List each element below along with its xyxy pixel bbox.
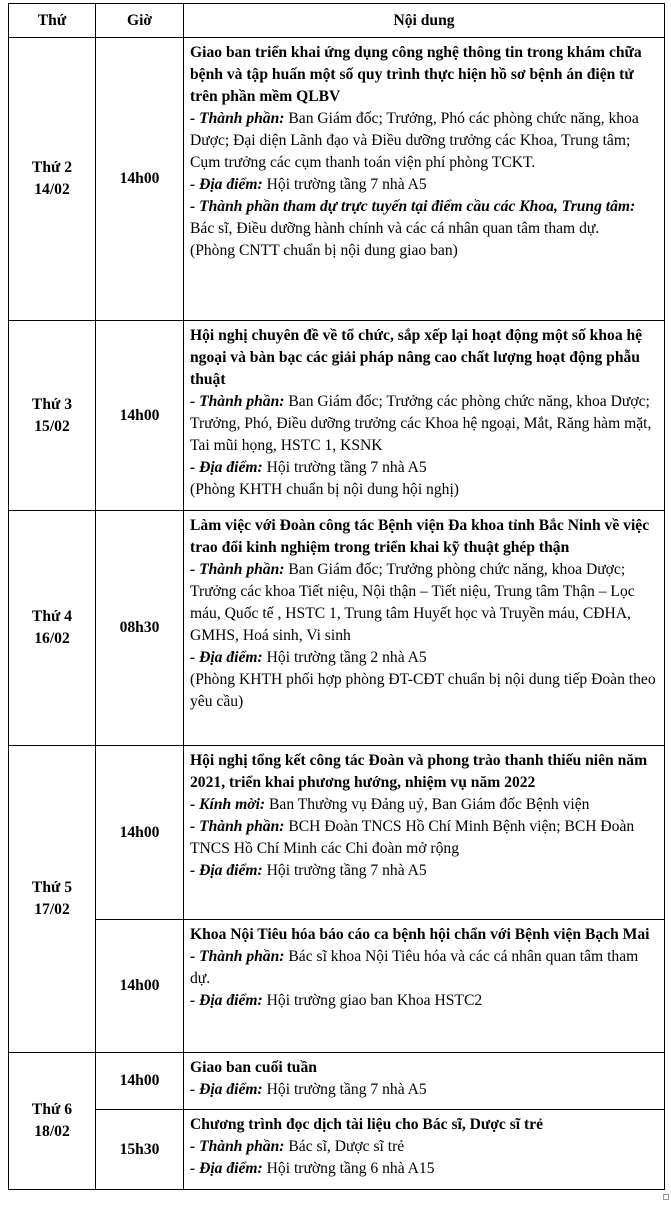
detail-text: Bác sĩ khoa Nội Tiêu hóa và các cá nhân quan tâm tham dự. — [190, 948, 639, 987]
detail-text: Hội trường giao ban Khoa HSTC2 — [262, 992, 483, 1009]
event-detail — [190, 196, 658, 240]
time-cell: 15h30 — [96, 1110, 184, 1190]
detail-label: - Thành phần: — [190, 818, 285, 835]
day-label: Thứ 3 — [31, 395, 73, 413]
day-date: 16/02 — [34, 630, 70, 647]
detail-label: - Thành phần: — [190, 393, 285, 410]
table-row — [9, 321, 665, 511]
detail-text: Bác sĩ, Điều dưỡng hành chính và các cá nhân quan tâm tham dự. — [190, 220, 600, 237]
table-row — [9, 920, 665, 1053]
table-row — [9, 1110, 665, 1190]
time-cell: 14h00 — [96, 1053, 184, 1110]
day-cell — [9, 38, 96, 321]
event-detail — [190, 391, 658, 457]
detail-text: Ban Giám đốc; Trưởng phòng chức năng, khoa Dược; Trưởng các khoa Tiết niệu, Nội thận – Tiết niệu, Trung tâm Thận – Lọc máu, Quốc tế , HSTC 1, Trung tâm Huyết học và Truyền máu, CĐHA, GMHS, Hoá sinh, Vi sinh — [190, 561, 635, 644]
table-row — [9, 511, 665, 746]
event-detail — [190, 559, 658, 647]
event-title: Làm việc với Đoàn công tác Bệnh viện Đa khoa tỉnh Bắc Ninh về việc trao đổi kinh nghiệm trong triển khai kỹ thuật ghép thận — [190, 517, 650, 556]
content-cell — [184, 38, 665, 321]
event-detail — [190, 174, 658, 196]
event-title: Chương trình đọc dịch tài liệu cho Bác sĩ, Dược sĩ trẻ — [190, 1116, 544, 1133]
time-cell: 14h00 — [96, 38, 184, 321]
detail-text: Ban Giám đốc; Trưởng, Phó các phòng chức năng, khoa Dược; Đại diện Lãnh đạo và Điều dưỡng trưởng các Khoa, Trung tâm; Cụm trưởng các cụm thanh toán viện phí phòng TCKT. — [190, 110, 639, 171]
event-detail — [190, 946, 658, 990]
day-date: 17/02 — [34, 901, 70, 918]
detail-text: Hội trường tầng 7 nhà A5 — [262, 1081, 427, 1098]
detail-label: - Thành phần: — [190, 948, 285, 965]
content-cell — [184, 746, 665, 920]
event-title: Hội nghị chuyên đề về tổ chức, sắp xếp lại hoạt động một số khoa hệ ngoại và bàn bạc các giải pháp nâng cao chất lượng hoạt động phẫu thuật — [190, 327, 643, 388]
event-detail — [190, 816, 658, 860]
header-row — [9, 4, 665, 38]
header-day: Thứ — [9, 4, 96, 38]
content-cell — [184, 1110, 665, 1190]
event-title: Giao ban cuối tuần — [190, 1059, 317, 1076]
day-label: Thứ 5 — [31, 879, 73, 896]
event-detail — [190, 860, 658, 882]
detail-text: Hội trường tầng 6 nhà A15 — [262, 1160, 435, 1177]
detail-label: - Địa điểm: — [190, 176, 263, 193]
detail-label: - Thành phần tham dự trực tuyến tại điểm cầu các Khoa, Trung tâm: — [190, 198, 636, 215]
detail-text: Ban Thường vụ Đảng uỷ, Ban Giám đốc Bệnh viện — [265, 796, 590, 813]
day-date: 14/02 — [34, 181, 70, 198]
detail-label: - Địa điểm: — [190, 1081, 263, 1098]
time-cell: 14h00 — [96, 920, 184, 1053]
detail-label: - Địa điểm: — [190, 649, 263, 666]
content-cell — [184, 511, 665, 746]
detail-label: - Địa điểm: — [190, 459, 263, 476]
detail-text: Hội trường tầng 2 nhà A5 — [262, 649, 427, 666]
detail-text: BCH Đoàn TNCS Hồ Chí Minh Bệnh viện; BCH Đoàn TNCS Hồ Chí Minh các Chi đoàn mở rộng — [190, 818, 635, 857]
table-row — [9, 746, 665, 920]
detail-label: - Địa điểm: — [190, 1160, 263, 1177]
detail-label: - Địa điểm: — [190, 862, 263, 879]
content-cell — [184, 321, 665, 511]
table-row — [9, 38, 665, 321]
event-detail — [190, 794, 658, 816]
day-label: Thứ 6 — [31, 1101, 73, 1118]
event-title: Giao ban triển khai ứng dụng công nghệ thông tin trong khám chữa bệnh và tập huấn một số quy trình thực hiện hồ sơ bệnh án điện tử trên phần mềm QLBV — [190, 44, 642, 105]
content-cell — [184, 920, 665, 1053]
event-note: (Phòng KHTH phối hợp phòng ĐT-CĐT chuẩn bị nội dung tiếp Đoàn theo yêu cầu) — [190, 671, 656, 710]
table-row — [9, 1053, 665, 1110]
resize-handle-icon — [663, 1194, 669, 1200]
schedule-table — [8, 3, 665, 1190]
header-content: Nội dung — [184, 4, 665, 38]
event-detail — [190, 1158, 658, 1180]
time-cell: 14h00 — [96, 746, 184, 920]
detail-text: Ban Giám đốc; Trưởng các phòng chức năng, khoa Dược; Trưởng, Phó, Điều dưỡng trưởng các Khoa hệ ngoại, Mắt, Răng hàm mặt, Tai mũi họng, HSTC 1, KSNK — [190, 393, 652, 454]
event-title: Hội nghị tổng kết công tác Đoàn và phong trào thanh thiếu niên năm 2021, triển khai phương hướng, nhiệm vụ năm 2022 — [190, 752, 648, 791]
day-cell — [9, 1053, 96, 1190]
event-detail — [190, 457, 658, 479]
day-cell — [9, 321, 96, 511]
detail-text: Hội trường tầng 7 nhà A5 — [262, 176, 427, 193]
event-note: (Phòng KHTH chuẩn bị nội dung hội nghị) — [190, 481, 459, 498]
detail-text: Bác sĩ, Dược sĩ trẻ — [284, 1138, 405, 1155]
event-detail — [190, 647, 658, 669]
event-title: Khoa Nội Tiêu hóa báo cáo ca bệnh hội chẩn với Bệnh viện Bạch Mai — [190, 926, 650, 943]
day-date: 18/02 — [34, 1123, 70, 1140]
detail-label: - Thành phần: — [190, 1138, 285, 1155]
day-label: Thứ 4 — [31, 608, 73, 625]
day-cell — [9, 746, 96, 1053]
day-date: 15/02 — [34, 417, 70, 435]
detail-label: - Địa điểm: — [190, 992, 263, 1009]
time-cell: 14h00 — [96, 321, 184, 511]
event-detail — [190, 108, 658, 174]
detail-label: - Thành phần: — [190, 561, 285, 578]
detail-text: Hội trường tầng 7 nhà A5 — [262, 459, 427, 476]
event-detail — [190, 990, 658, 1012]
detail-label: - Thành phần: — [190, 110, 285, 127]
event-detail — [190, 1079, 658, 1101]
day-cell — [9, 511, 96, 746]
detail-label: - Kính mời: — [190, 796, 266, 813]
day-label: Thứ 2 — [31, 159, 73, 176]
detail-text: Hội trường tầng 7 nhà A5 — [262, 862, 427, 879]
time-cell: 08h30 — [96, 511, 184, 746]
header-time: Giờ — [96, 4, 184, 38]
content-cell — [184, 1053, 665, 1110]
event-detail — [190, 1136, 658, 1158]
event-note: (Phòng CNTT chuẩn bị nội dung giao ban) — [190, 242, 458, 259]
